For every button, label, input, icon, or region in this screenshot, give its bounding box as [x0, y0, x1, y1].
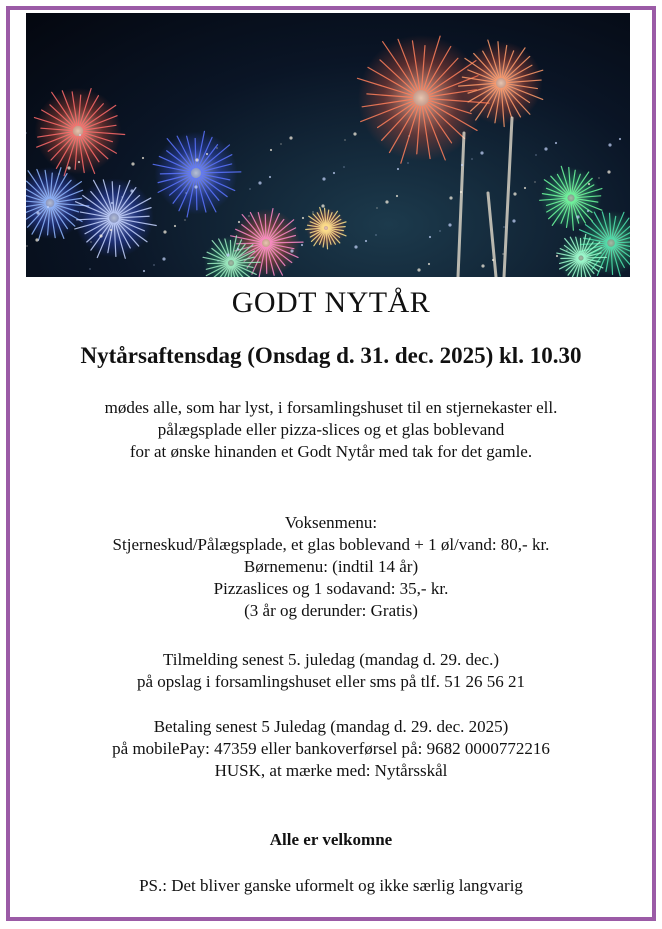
menu-line: Børnemenu: (indtil 14 år) [243, 557, 419, 576]
signup-line: Tilmelding senest 5. juledag (mandag d. 29. dec.) [162, 650, 499, 669]
intro-line: for at ønske hinanden et Godt Nytår med tak for det gamle. [129, 442, 533, 461]
event-date-heading: Nytårsaftensdag (Onsdag d. 31. dec. 2025) kl. 10.30 [80, 343, 582, 368]
fireworks-illustration [26, 13, 630, 277]
menu-line: (3 år og derunder: Gratis) [244, 601, 418, 620]
menu-paragraph [0, 512, 662, 622]
page-title: GODT NYTÅR [231, 286, 431, 319]
welcome-text: Alle er velkomne [269, 830, 393, 849]
intro-paragraph [0, 397, 662, 463]
signup-paragraph [0, 649, 662, 693]
menu-line: Stjerneskud/Pålægsplade, et glas boblevand + 1 øl/vand: 80,- kr. [112, 535, 550, 554]
payment-line: Betaling senest 5 Juledag (mandag d. 29. dec. 2025) [153, 717, 509, 736]
menu-line: Voksenmenu: [284, 513, 378, 532]
intro-line: pålægsplade eller pizza-slices og et glas boblevand [157, 420, 505, 439]
intro-line: mødes alle, som har lyst, i forsamlingshuset til en stjernekaster ell. [104, 398, 558, 417]
payment-line: HUSK, at mærke med: Nytårsskål [214, 761, 448, 780]
postscript-text: PS.: Det bliver ganske uformelt og ikke særlig langvarig [139, 876, 523, 895]
fireworks-banner [26, 13, 630, 277]
payment-paragraph [0, 716, 662, 782]
signup-line: på opslag i forsamlingshuset eller sms på tlf. 51 26 56 21 [136, 672, 526, 691]
menu-line: Pizzaslices og 1 sodavand: 35,- kr. [213, 579, 449, 598]
payment-line: på mobilePay: 47359 eller bankoverførsel på: 9682 0000772216 [112, 739, 550, 758]
